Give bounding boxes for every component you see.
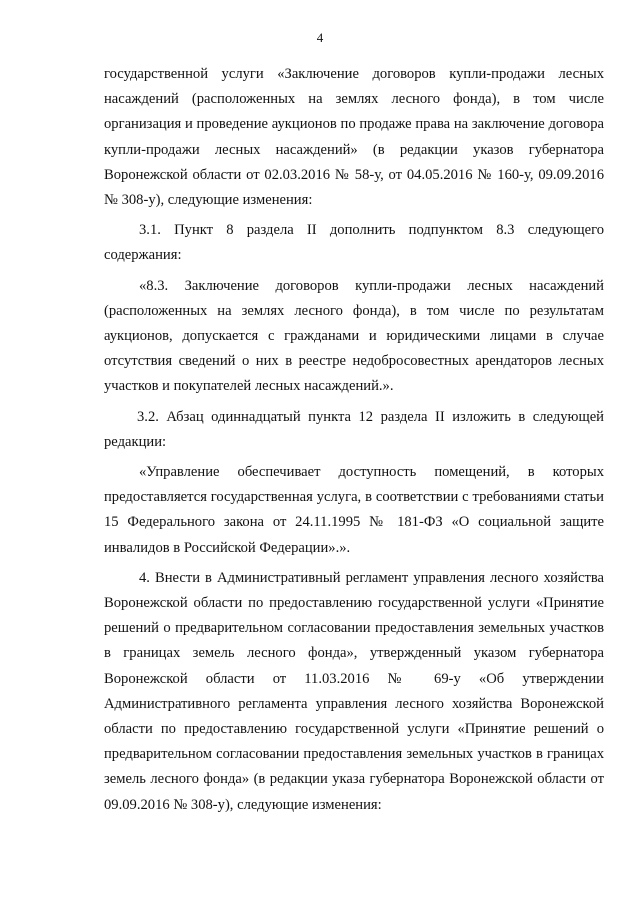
paragraph-intro-continuation: государственной услуги «Заключение договоров купли-продажи лесных насаждений (расположенных на землях лесного фонда), в том числе организация и проведение аукционов по продаже права на заключение договора купли-продажи лесных насаждений» (в редакции указов губернатора Воронежской области от 02.03.2016 № 58-у, от 04.05.2016 № 160-у, 09.09.2016 № 308-у), следующие изменения: <box>104 66 604 209</box>
paragraph-3-2: 3.2. Абзац одиннадцатый пункта 12 раздела II изложить в следующей редакции: <box>104 408 604 450</box>
paragraph-4: 4. Внести в Административный регламент управления лесного хозяйства Воронежской области по предоставлению государственной услуги «Принятие решений о предварительном согласовании предоставления земельных участков в границах земель лесного фонда», утвержденный указом губернатора Воронежской области от 11.03.2016 № 69-у «Об утверждении Административного регламента управления лесного хозяйства Воронежской области по предоставлению государственной услуги «Принятие решений о предварительном согласовании предоставления земельных участков в границах земель лесного фонда» (в редакции указа губернатора Воронежской области от 09.09.2016 № 308-у), следующие изменения: <box>104 569 604 813</box>
page-number: 4 <box>316 30 324 45</box>
paragraph-3-1: 3.1. Пункт 8 раздела II дополнить подпунктом 8.3 следующего содержания: <box>104 222 604 264</box>
paragraph-accessibility-quote: «Управление обеспечивает доступность помещений, в которых предоставляется государственная услуга, в соответствии с требованиями статьи 15 Федерального закона от 24.11.1995 № 181-ФЗ «О социальной защите инвалидов в Российской Федерации».». <box>104 464 604 556</box>
paragraph-8-3-quote: «8.3. Заключение договоров купли-продажи лесных насаждений (расположенных на землях лесного фонда), в том числе по результатам аукционов, допускается с гражданами и юридическими лицами в случае отсутствия сведений о них в реестре недобросовестных арендаторов лесных участков и покупателей лесных насаждений.». <box>104 277 604 395</box>
document-body <box>104 62 604 823</box>
